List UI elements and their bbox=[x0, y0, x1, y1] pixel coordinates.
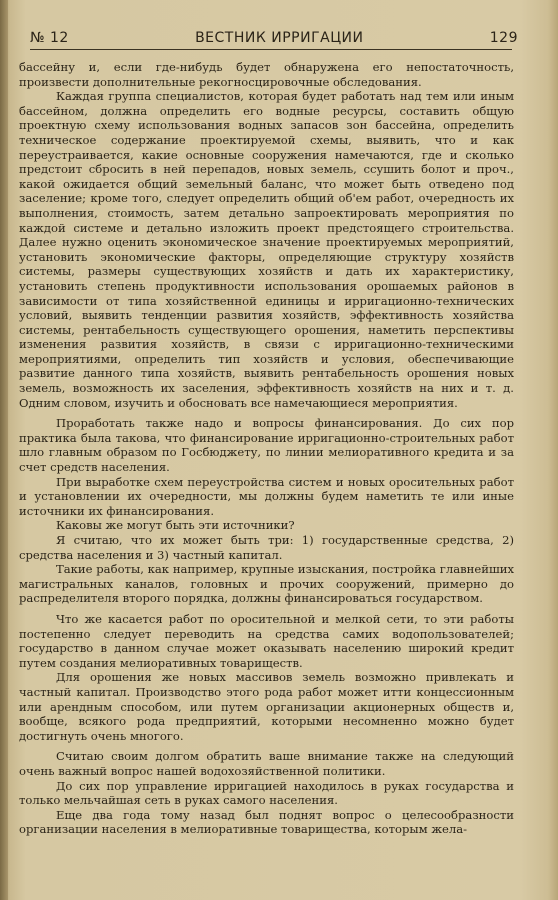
paragraph: Еще два года тому назад был поднят вопрос о целесообразности организации населения в мелиоративные товарищества, которым жела- bbox=[19, 807, 514, 837]
paragraph: До сих пор управление ирригацией находилось в руках государства и только мельчайшая сеть в руках самого населения. bbox=[19, 778, 514, 808]
paragraph: бассейну и, если где-нибудь будет обнаружена его непостаточность, произвести дополнительные рекогносцировочные обследования. bbox=[19, 60, 514, 89]
paragraph: Я считаю, что их может быть три: 1) государственные средства, 2) средства населения и 3) частный капитал. bbox=[19, 533, 514, 562]
paragraph: Проработать также надо и вопросы финансирования. До сих пор практика была такова, что финансирование ирригационно-строительных работ шло главным образом по Госбюджету, по линии мелиоративного кредита и за счет средств населения. bbox=[19, 416, 514, 475]
paragraph: Считаю своим долгом обратить ваше внимание также на следующий очень важный вопрос нашей водохозяйственной политики. bbox=[19, 749, 514, 778]
running-header bbox=[30, 24, 518, 46]
journal-title: ВЕСТНИК ИРРИГАЦИИ bbox=[195, 30, 364, 46]
page-number: 129 bbox=[489, 30, 518, 46]
issue-number: № 12 bbox=[30, 30, 69, 46]
paragraph: Что же касается работ по оросительной и мелкой сети, то эти работы постепенно следует переводить на средства самих водопользователей; государство в данном случае может оказывать населению широкий кредит путем создания мелиоративных товариществ. bbox=[19, 611, 514, 670]
paragraph: Каждая группа специалистов, которая будет работать над тем или иным бассейном, должна определить его водные ресурсы, составить общую проектную схему использования водных запасов зон бассейна, определить техническое содержание проектируемой схемы, выявить, что и как переустраивается, какие основные сооружения намечаются, где и сколько предстоит сбросить в ней перепадов, новых земель, ссушить болот и проч., какой ожидается общий земельный баланс, что может быть отведено под заселение; кроме того, следует определить общий об'ем работ, очередность их выполнения, стоимость, затем детально запроектировать мероприятия по каждой системе и детально изложить проект предстоящего строительства. Далее нужно оценить экономическое значение проектируемых мероприятий, установить экономические факторы, определяющие структуру хозяйств системы, размеры существующих хозяйств и дать их характеристику, установить степень продуктивности использования орошаемых районов в зависимости от типа хозяйственной единицы и ирригационно-технических условий, выявить тенденции развития хозяйств, эффективность хозяйства системы, рентабельность существующего орошения, наметить перспективы изменения развития хозяйств, в связи с ирригационно-техническими мероприятиями, определить тип хозяйств и условия, обеспечивающие развитие данного типа хозяйств, выявить рентабельность орошения новых земель, возможность их заселения, эффективность хозяйств на них и т. д. Одним словом, изучить и обосновать все намечающиеся мероприятия. bbox=[19, 89, 514, 410]
paragraph: Каковы же могут быть эти источники? bbox=[56, 518, 295, 533]
paragraph: Для орошения же новых массивов земель возможно привлекать и частный капитал. Производство этого рода работ может итти концессионным или арендным способом, или путем организации акционерных обществ и, вообще, всякого рода предприятий, которыми несомненно можно будет достигнуть очень многого. bbox=[19, 670, 514, 743]
paragraph: Такие работы, как например, крупные изыскания, постройка главнейших магистральных каналов, головных и прочих сооружений, примерно до распределителя второго порядка, должны финансироваться государством. bbox=[19, 562, 514, 606]
paragraph: При выработке схем переустройства систем и новых оросительных работ и установлении их очередности, мы должны будем наметить те или иные источники их финансирования. bbox=[19, 474, 514, 518]
header-rule bbox=[30, 49, 512, 50]
book-spine-shadow bbox=[0, 0, 8, 900]
article-body bbox=[19, 60, 514, 837]
